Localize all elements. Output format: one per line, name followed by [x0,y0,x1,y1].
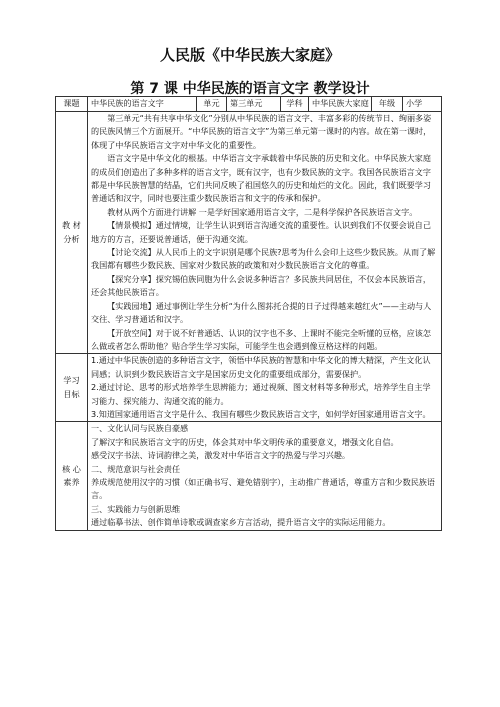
unit-value: 第三单元 [227,97,281,112]
grade-label: 年级 [372,97,403,112]
analysis-paragraph: 第三单元“共有共享中华文化”分别从中华民族的语言文字、丰富多彩的传统节日、绚丽多姿的民族风情三个方面展开。“中华民族的语言文字”为第三单元第一课时的内容。故在第一课时，体现了中华民族语言文字对中华文化的重要性。 [91,113,432,150]
goals-content [88,354,442,422]
header-row [56,97,442,112]
lesson-subtitle: 第 7 课 中华民族的语言文字 教学设计 [130,81,370,97]
unit-label: 单元 [197,97,227,112]
document-title: 人民版《中华民族大家庭》 [159,46,340,64]
literacy-line: 了解汉字和民族语言文字的历史，体会其对中华文明传承的重要意义，增强文化自信。 [91,436,399,447]
topic-value: 中华民族的语言文字 [88,97,197,112]
analysis-content [88,112,442,354]
subject-label: 学科 [281,97,309,112]
literacy-heading: 一、文化认同与民族自豪感 [91,423,189,434]
analysis-paragraph: 【情景模拟】通过情境，让学生认识到语言沟通交流的重要性。认识到我们不仅要会说自己地方的方言，还要说普通话，便于沟通交流。 [91,220,431,244]
literacy-heading: 二、规范意识与社会责任 [91,463,181,474]
literacy-content [88,422,442,530]
subject-value: 中华民族大家庭 [309,97,372,112]
goal-item: 2.通过讨论、思考的形式培养学生思辨能力；通过视频、图文材料等多种形式，培养学生自主学习能力、探究能力、沟通交流的能力。 [91,382,431,406]
goal-item: 3.知道国家通用语言文字是什么、我国有哪些少数民族语言文字，如何学好国家通用语言文字。 [91,408,431,419]
literacy-label: 核 心 素养 [56,422,88,530]
goals-row [56,354,442,422]
analysis-paragraph: 【实践园地】通过事例让学生分析“为什么图荪托合提的日子过得越来越红火”——主动与人交往、学习普通话和汉字。 [91,300,432,325]
literacy-line: 养成规范使用汉字的习惯（如正确书写、避免错别字），主动推广普通话，尊重方言和少数民族语言。 [91,476,435,501]
analysis-paragraph: 语言文字是中华文化的根基。中华语言文字承载着中华民族的历史和文化。中华民族大家庭的成员们创造出了多种多样的语言文字，既有汉字，也有少数民族的文字。我国各民族语言文字都是中华民族智慧的结晶，它们共同反映了祖国悠久的历史和灿烂的文化。因此，我们既要学习普通话和汉字，同时也要注重少数民族语言和文字的传承和保护。 [91,153,431,204]
literacy-line: 感受汉字书法、诗词韵律之美，激发对中华语言文字的热爱与学习兴趣。 [91,450,351,461]
literacy-heading: 三、实践能力与创新思维 [91,503,181,514]
goal-item: 1.通过中华民族创造的多种语言文字，领悟中华民族的智慧和中华文化的博大精深，产生文化认同感；认识到少数民族语言文字是国家历史文化的重要组成部分，需要保护。 [91,355,431,379]
topic-label: 课题 [56,97,88,112]
grade-value: 小学 [403,97,442,112]
analysis-row [56,112,442,354]
analysis-paragraph: 教材从两个方面进行讲解 一是学好国家通用语言文字，二是科学保护各民族语言文字。 [107,206,418,217]
analysis-paragraph: 【开放空间】对于说不好普通话、认识的汉字也不多、上课时不能完全听懂的豆格，应该怎么做或者怎么帮助他？贴合学生学习实际，可能学生也会遇到像豆格这样的问题。 [91,327,431,351]
lesson-plan-table [55,96,442,531]
literacy-line: 通过临摹书法、创作简单诗歌或调查家乡方言活动，提升语言文字的实际运用能力。 [91,517,391,528]
analysis-label: 教 材 分析 [56,112,88,354]
analysis-paragraph: 【讨论交流】从人民币上的文字识别是哪个民族?思考为什么会印上这些少数民族。从而了解我国都有哪些少数民族、国家对少数民族的政策和对少数民族语言文化的尊重。 [91,247,436,271]
literacy-row [56,422,442,530]
goals-label: 学习 目标 [56,354,88,422]
analysis-paragraph: 【探究分享】探究锡伯族同胞为什么会说多种语言？多民族共同居住，不仅会本民族语言，还会其他民族语言。 [91,273,431,298]
